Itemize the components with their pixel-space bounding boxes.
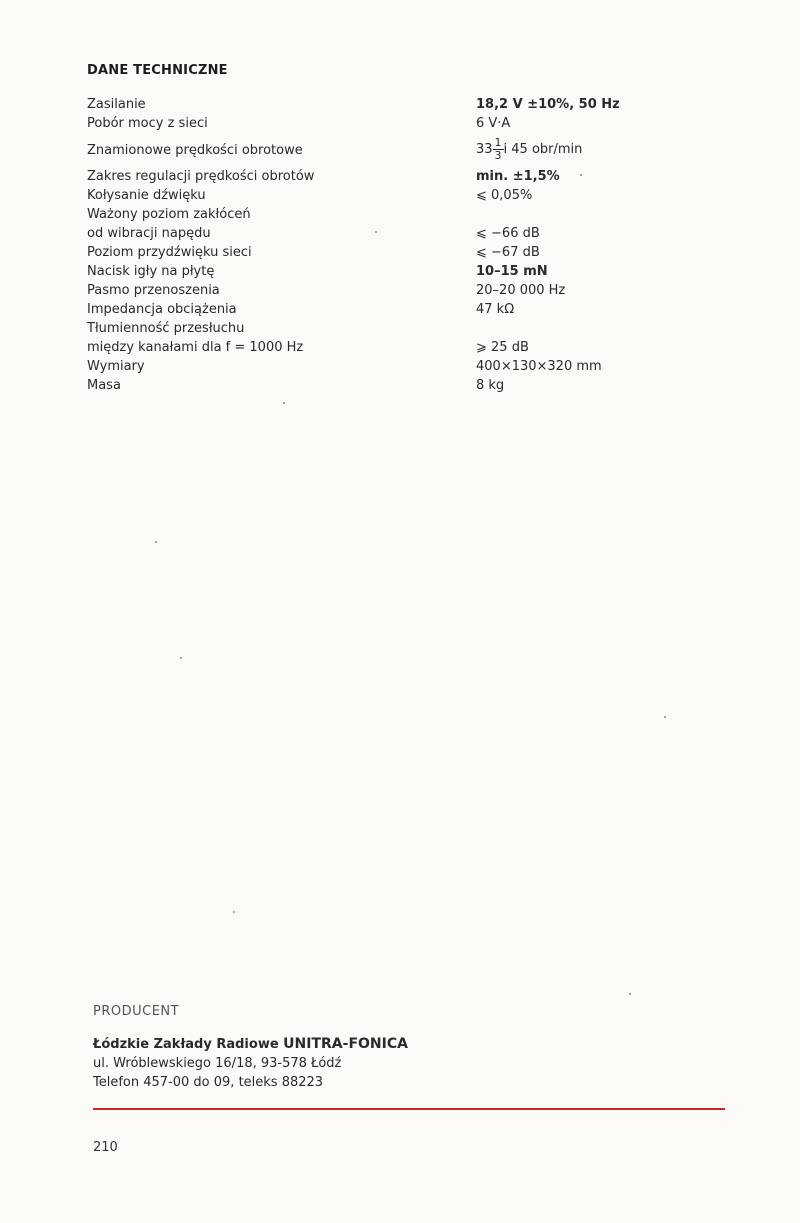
spec-label: od wibracji napędu <box>87 226 211 241</box>
spec-label: Poziom przydźwięku sieci <box>87 245 252 260</box>
page-heading: DANE TECHNICZNE <box>87 63 228 78</box>
spec-row <box>87 378 727 398</box>
producer-heading: PRODUCENT <box>93 1004 180 1019</box>
spec-row <box>87 302 727 322</box>
spec-label: Zakres regulacji prędkości obrotów <box>87 169 315 184</box>
spec-value: 6 V·A <box>476 116 511 131</box>
producer-name-prefix: Łódzkie Zakłady Radiowe <box>93 1037 284 1052</box>
spec-row <box>87 283 727 303</box>
spec-label: Masa <box>87 378 121 393</box>
spec-value: ⩾ 25 dB <box>476 340 529 355</box>
speed-fraction <box>493 137 504 162</box>
spec-value <box>476 137 582 162</box>
fraction-denominator: 3 <box>494 149 502 162</box>
paper-speck <box>375 231 377 233</box>
fraction-numerator: 1 <box>494 136 502 149</box>
spec-label: między kanałami dla f = 1000 Hz <box>87 340 304 355</box>
spec-row <box>87 340 727 360</box>
spec-row <box>87 97 727 117</box>
spec-value: ⩽ −66 dB <box>476 226 540 241</box>
spec-row <box>87 264 727 284</box>
spec-label: Nacisk igły na płytę <box>87 264 215 279</box>
spec-label: Wymiary <box>87 359 145 374</box>
spec-value: 400×130×320 mm <box>476 359 602 374</box>
spec-label: Impedancja obciążenia <box>87 302 237 317</box>
spec-row <box>87 116 727 136</box>
spec-label: Pobór mocy z sieci <box>87 116 208 131</box>
paper-speck <box>664 716 666 718</box>
paper-speck <box>283 402 285 404</box>
spec-label: Ważony poziom zakłóceń <box>87 207 251 222</box>
red-divider <box>93 1108 725 1110</box>
page-number: 210 <box>93 1140 118 1155</box>
spec-value: ⩽ −67 dB <box>476 245 540 260</box>
spec-value: min. ±1,5% <box>476 169 560 184</box>
spec-row <box>87 169 727 189</box>
spec-value: 8 kg <box>476 378 505 393</box>
paper-speck <box>629 993 631 995</box>
spec-row <box>87 359 727 379</box>
paper-speck <box>580 174 582 176</box>
spec-row <box>87 188 727 208</box>
spec-value: ⩽ 0,05% <box>476 188 533 203</box>
speed-whole: 33 <box>476 142 493 157</box>
spec-row <box>87 136 727 163</box>
speed-rest: i 45 obr/min <box>503 142 583 157</box>
spec-label: Tłumienność przesłuchu <box>87 321 245 336</box>
spec-value: 10–15 mN <box>476 264 548 279</box>
paper-speck <box>180 657 182 659</box>
producer-name <box>93 1036 408 1052</box>
spec-row <box>87 226 727 246</box>
spec-value: 20–20 000 Hz <box>476 283 566 298</box>
spec-row <box>87 245 727 265</box>
producer-brand: UNITRA-FONICA <box>283 1036 408 1052</box>
spec-row <box>87 207 727 227</box>
producer-address: ul. Wróblewskiego 16/18, 93-578 Łódź <box>93 1056 342 1071</box>
spec-value: 18,2 V ±10%, 50 Hz <box>476 97 620 112</box>
spec-value: 47 kΩ <box>476 302 515 317</box>
spec-label: Pasmo przenoszenia <box>87 283 220 298</box>
spec-label: Znamionowe prędkości obrotowe <box>87 143 303 158</box>
spec-label: Zasilanie <box>87 97 146 112</box>
spec-label: Kołysanie dźwięku <box>87 188 206 203</box>
producer-phone: Telefon 457-00 do 09, teleks 88223 <box>93 1075 324 1090</box>
paper-speck <box>233 911 235 913</box>
spec-row <box>87 321 727 341</box>
paper-speck <box>155 541 157 543</box>
